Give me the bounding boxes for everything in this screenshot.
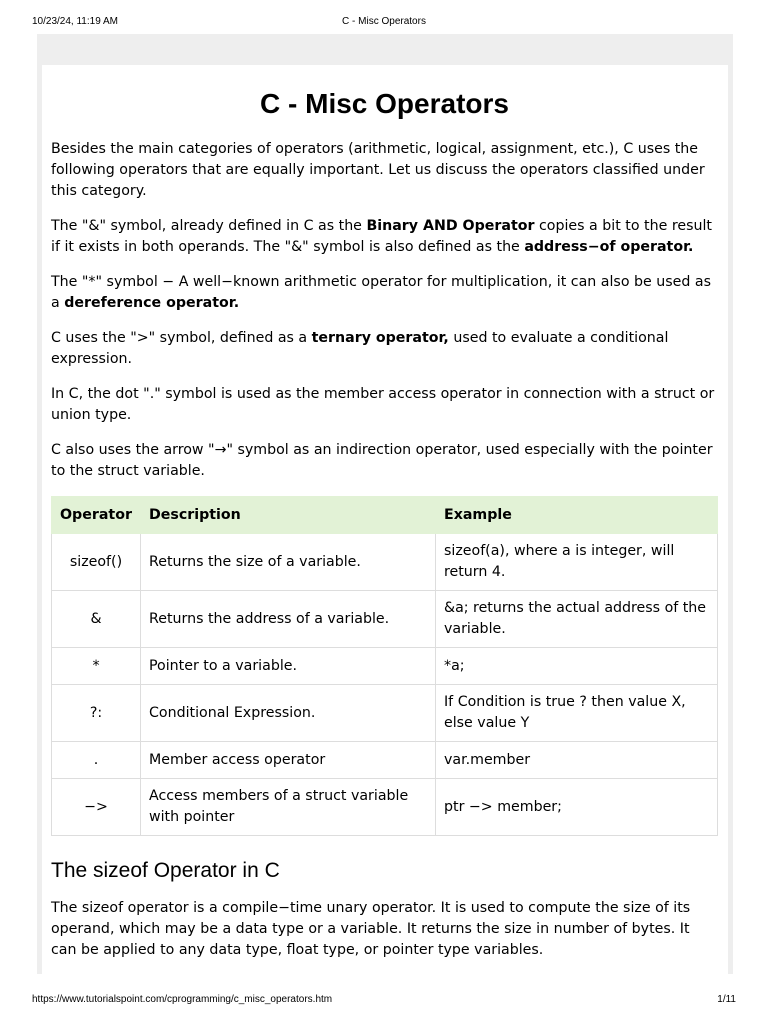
header-description: Description — [141, 497, 436, 534]
operators-table — [51, 496, 718, 836]
table-row — [52, 591, 718, 648]
table-row — [52, 742, 718, 779]
sizeof-paragraph: The sizeof operator is a compile−time unary operator. It is used to compute the size of its operand, which may be a data type or a variable. It returns the size in number of bytes. It can be applied to any data type, float type, or pointer type variables. — [51, 900, 691, 958]
operator-cell: ?: — [52, 685, 141, 742]
description-cell: Returns the size of a variable. — [141, 534, 436, 591]
ampersand-paragraph — [51, 216, 718, 258]
operator-cell: −> — [52, 779, 141, 836]
header-operator: Operator — [52, 497, 141, 534]
asterisk-paragraph — [51, 272, 718, 314]
ternary-paragraph — [51, 328, 718, 370]
operator-cell: . — [52, 742, 141, 779]
address-of-term: address−of operator. — [524, 239, 694, 255]
example-cell: sizeof(a), where a is integer, will return 4. — [436, 534, 718, 591]
description-cell: Access members of a struct variable with pointer — [141, 779, 436, 836]
example-cell: If Condition is true ? then value X, else value Y — [436, 685, 718, 742]
example-cell: *a; — [436, 648, 718, 685]
dot-paragraph: In C, the dot "." symbol is used as the member access operator in connection with a struct or union type. — [51, 386, 715, 423]
table-row — [52, 648, 718, 685]
header-example: Example — [436, 497, 718, 534]
sizeof-section-title: The sizeof Operator in C — [51, 859, 280, 882]
ampersand-text-1: The "&" symbol, already defined in C as the — [51, 218, 367, 234]
example-cell: ptr −> member; — [436, 779, 718, 836]
description-cell: Returns the address of a variable. — [141, 591, 436, 648]
dereference-term: dereference operator. — [64, 295, 240, 311]
arrow-paragraph: C also uses the arrow "→" symbol as an indirection operator, used especially with the pointer to the struct variable. — [51, 442, 713, 479]
example-cell: var.member — [436, 742, 718, 779]
page-title: C - Misc Operators — [260, 88, 509, 119]
print-header — [32, 16, 736, 30]
table-row — [52, 685, 718, 742]
description-cell: Conditional Expression. — [141, 685, 436, 742]
table-row — [52, 534, 718, 591]
operator-cell: sizeof() — [52, 534, 141, 591]
ternary-text-1: C uses the ">" symbol, defined as a — [51, 330, 312, 346]
print-footer — [32, 994, 736, 1008]
operator-cell: & — [52, 591, 141, 648]
print-url: https://www.tutorialspoint.com/cprogramming/c_misc_operators.htm — [32, 994, 333, 1005]
ternary-term: ternary operator, — [311, 330, 449, 346]
example-cell: &a; returns the actual address of the variable. — [436, 591, 718, 648]
intro-paragraph: Besides the main categories of operators (arithmetic, logical, assignment, etc.), C uses the following operators that are equally important. Let us discuss the operators classified under this category. — [51, 141, 705, 199]
operator-cell: * — [52, 648, 141, 685]
binary-and-term: Binary AND Operator — [366, 218, 535, 234]
print-title: C - Misc Operators — [342, 16, 426, 27]
description-cell: Pointer to a variable. — [141, 648, 436, 685]
page-frame — [37, 34, 733, 974]
print-page-number: 1/11 — [717, 994, 736, 1005]
article-content — [42, 65, 728, 974]
ternary-text-2: used to evaluate a conditional expression. — [51, 330, 669, 367]
table-row — [52, 779, 718, 836]
print-datetime: 10/23/24, 11:19 AM — [32, 16, 118, 27]
ampersand-text-2: copies a bit to the result if it exists in both operands. The "&" symbol is also defined as the — [51, 218, 712, 255]
description-cell: Member access operator — [141, 742, 436, 779]
table-header-row — [52, 497, 718, 534]
asterisk-text-1: The "*" symbol − A well−known arithmetic operator for multiplication, it can also be used as a — [51, 274, 711, 311]
